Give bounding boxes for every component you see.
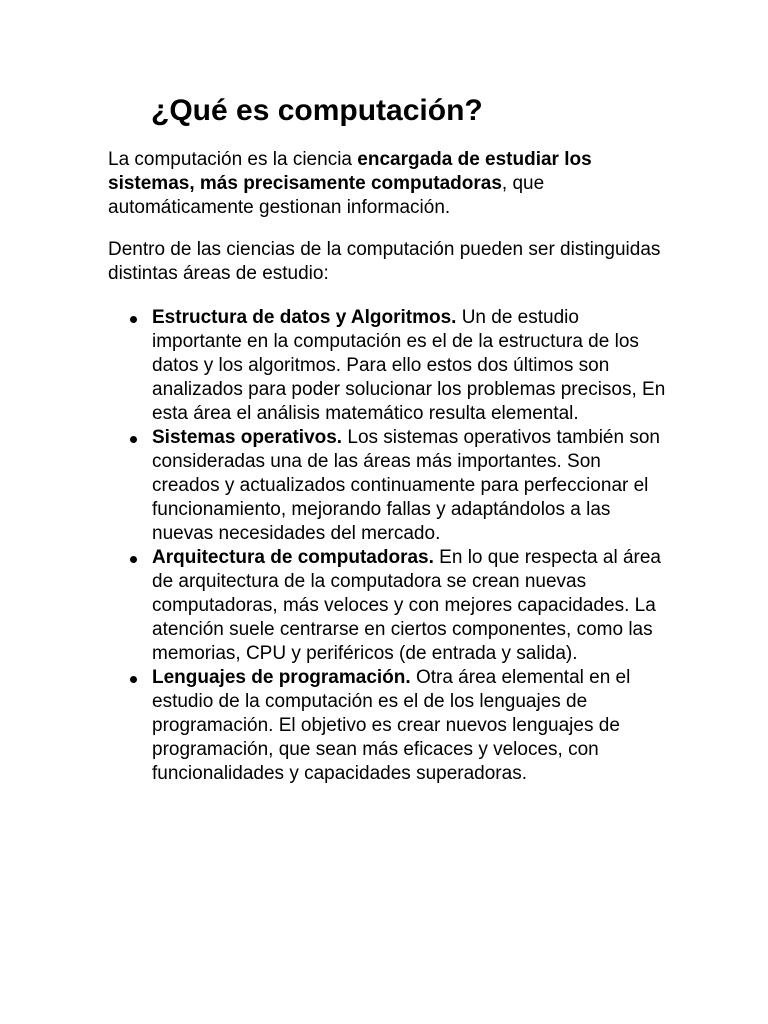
bullet-icon (130, 316, 137, 323)
topic-body: En lo que respecta al área de arquitectura de la computadora se crean nuevas computadoras, más veloces y con mejores capacidades. La atención suele centrarse en ciertos componentes, como las memorias, CPU y periféricos (de entrada y salida). (152, 547, 661, 664)
list-item (108, 306, 668, 426)
intro-bold-text: encargada de estudiar los sistemas, más precisamente computadoras (108, 149, 592, 194)
bullet-icon (130, 556, 137, 563)
intro-text-after: , que automáticamente gestionan información. (108, 173, 545, 218)
bullet-icon (130, 676, 137, 683)
topic-body: Otra área elemental en el estudio de la computación es el de los lenguajes de programación. El objetivo es crear nuevos lenguajes de programación, que sean más eficaces y veloces, con funcionalidades y capacidades superadoras. (152, 667, 631, 784)
topic-heading: Lenguajes de programación. (152, 667, 411, 688)
topic-body: Los sistemas operativos también son consideradas una de las áreas más importantes. Son creados y actualizados continuamente para perfeccionar el funcionamiento, mejorando fallas y adaptándolos a las nuevas necesidades del mercado. (152, 427, 660, 544)
topics-list (108, 306, 668, 786)
topic-heading: Estructura de datos y Algoritmos. (152, 307, 457, 328)
topic-heading: Arquitectura de computadoras. (152, 547, 434, 568)
intro-paragraph (108, 148, 668, 220)
list-item (108, 666, 668, 786)
page-title: ¿Qué es computación? (151, 94, 483, 127)
intro-text-before: La computación es la ciencia (108, 149, 358, 170)
list-item (108, 426, 668, 546)
list-item (108, 546, 668, 666)
areas-intro-paragraph: Dentro de las ciencias de la computación pueden ser distinguidas distintas áreas de estudio: (108, 239, 661, 284)
topic-body: Un de estudio importante en la computación es el de la estructura de los datos y los algoritmos. Para ello estos dos últimos son analizados para poder solucionar los problemas precisos, En esta área el análisis matemático resulta elemental. (152, 307, 666, 424)
bullet-icon (130, 436, 137, 443)
topic-heading: Sistemas operativos. (152, 427, 343, 448)
